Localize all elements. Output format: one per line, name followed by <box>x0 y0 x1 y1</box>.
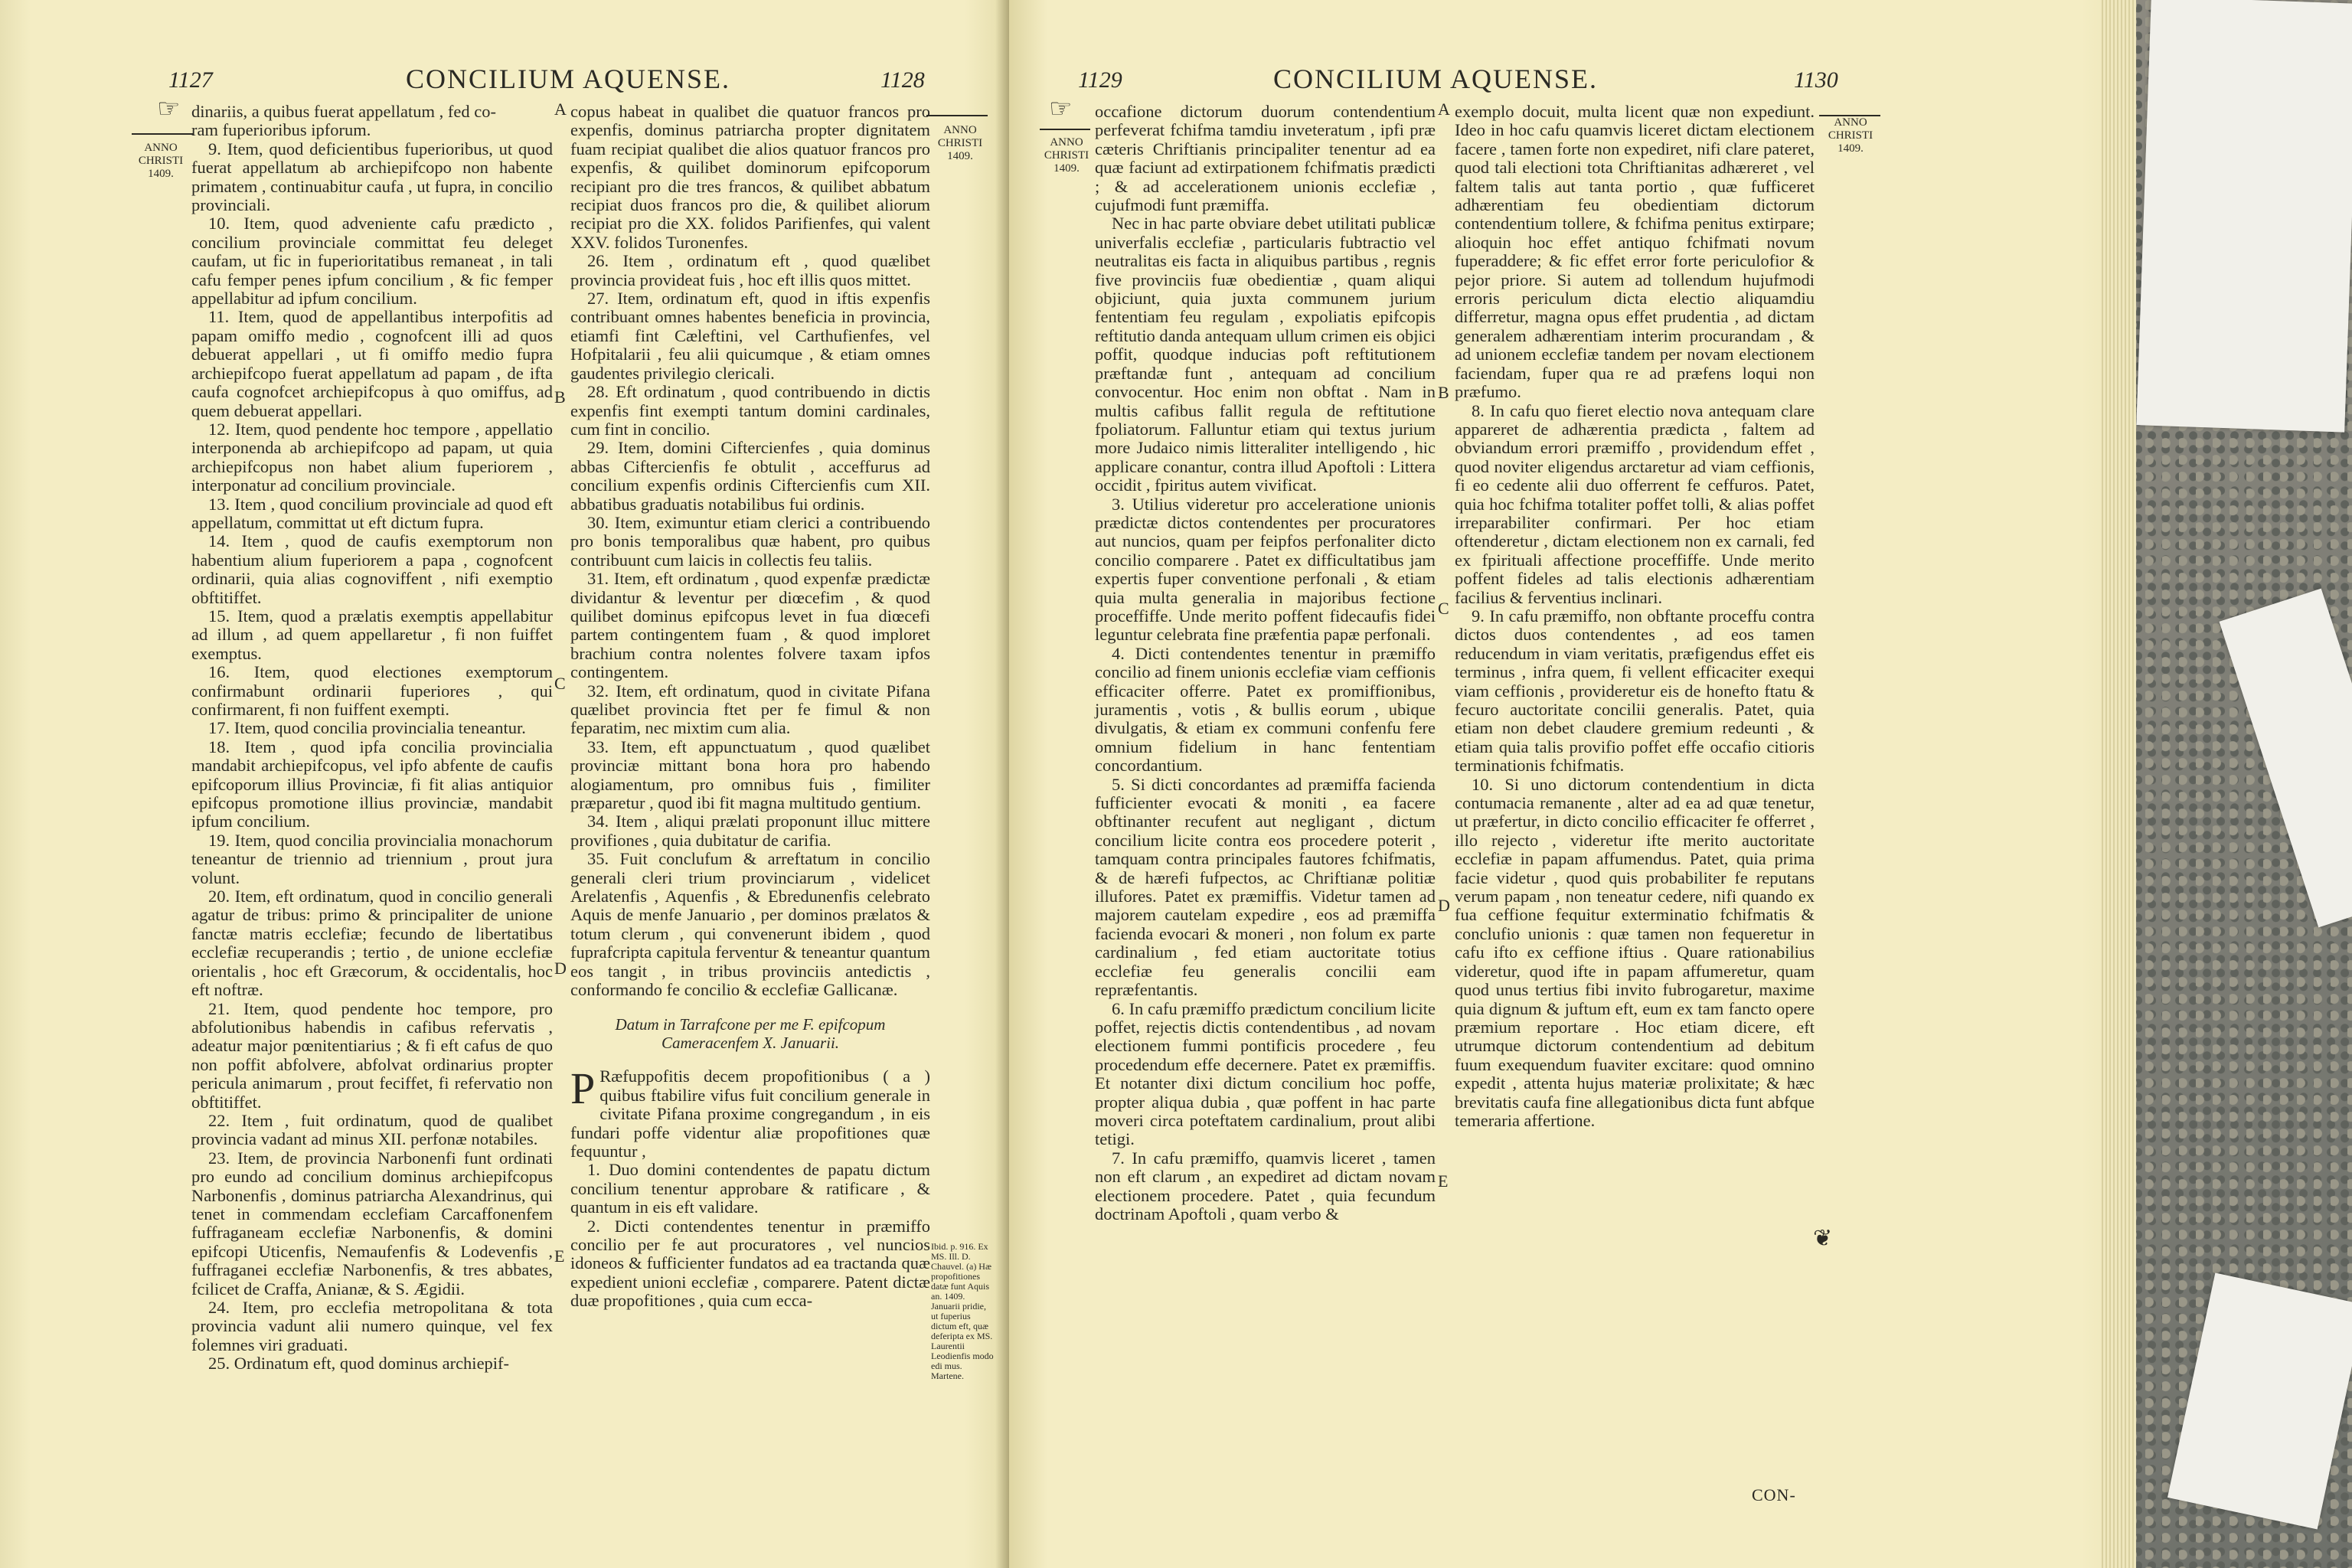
anno-christi-note-left <box>134 142 188 181</box>
anno-label: ANNO <box>1050 136 1083 149</box>
paragraph: 24. Item, pro ecclefia metropolitana & tota provincia vadunt alii numero quinque, vel fex folemnes viri graduati. <box>191 1298 553 1354</box>
anno-christi-note-right <box>1822 116 1879 155</box>
paragraph: 12. Item, quod pendente hoc tempore , appellatio interponenda ab archiepifcopo ad papam, ut quia archiepifcopus non habet alium fuperiorem , interponatur ad concilium provinciale. <box>191 419 553 495</box>
left-page <box>0 0 1009 1568</box>
paragraph: 16. Item, quod electiones exemptorum confirmabunt ordinarii fuperiores , qui confirmarent, fi non fuiffent exempti. <box>191 662 553 719</box>
paragraph: 9. Item, quod deficientibus fuperioribus, ut quod fuerat appellatum ab archiepifcopo non habente primatem , continuabitur caufa , ut fupra, in concilio provinciali. <box>191 139 553 215</box>
paragraph: 17. Item, quod concilia provincialia teneantur. <box>208 718 526 738</box>
paragraph: 33. Item, eft appunctuatum , quod quælibet provinciæ mittant bona hora pro habendo alogiamentum, pro omnibus fuis , fimiliter præparetur , quod ibi fit magna multitudo gentium. <box>570 737 930 813</box>
left-page-column-2 <box>570 103 930 1311</box>
pointing-hand-icon: ☞ <box>1049 95 1073 123</box>
section-letter-c: C <box>1438 599 1449 618</box>
margin-rule-left <box>1040 129 1090 130</box>
paragraph: 11. Item, quod de appellantibus interpofitis ad papam omiffo medio , cognofcent illi ad quos debuerat appellari , ut fi omiffo medio fupra archiepifcopo fuerat appellatum ad papam , de ifta caufa cognofcet archiepifcopus à quo omiffus, ad quem debuerat appellari. <box>191 307 553 420</box>
paragraph: copus habeat in qualibet die quatuor francos pro expenfis, dominus patriarcha propter dignitatem fuam recipiat qualibet die alios quatuor francos pro expenfis, & quilibet dominorum epifcoporum recipiant pro die tres francos, & quilibet abbatum recipiat duos francos pro die, & quilibet aliorum recipiat pro die XX. folidos Parifienfes, qui valent XXV. folidos Turonenfes. <box>570 102 930 252</box>
anno-label: ANNO <box>943 124 977 136</box>
page-edges <box>2102 0 2136 1568</box>
section-letter-a: A <box>554 100 567 119</box>
paragraph: 26. Item , ordinatum eft , quod quælibet provincia provideat fuis , hoc eft illis quos mittet. <box>570 251 930 289</box>
paragraph-text: Ræfuppofitis decem propofitionibus ( a ) quibus ftabilire vifus fuit concilium generale in civitate Pifana proxime congregandum , in eis fundari poffe videntur aliæ propofitiones quæ fequuntur , <box>570 1067 930 1161</box>
section-letter-b: B <box>1438 383 1449 402</box>
paragraph: 3. Utilius videretur pro acceleratione unionis prædictæ dictos contendentes per procuratores aut nuncios, quam per feipfos perfonaliter dicto concilio comparere . Patet ex difficultatibus jam expertis fuper conventione perfonali , & etiam quia multa generalia in majoribus fectione proceffiffe. Unde merito poffent fidecaufis fidei leguntur celebrata fine præfentia papæ perfonali. <box>1095 494 1436 645</box>
section-letter-a: A <box>1438 100 1450 119</box>
section-letter-c: C <box>554 674 566 693</box>
paragraph: 2. Dicti contendentes tenentur in præmiffo concilio per fe aut procuratores , vel nuncios idoneos & fufficienter fundatos ad ea tractanda quæ expedient unioni ecclefiæ , comparere. Patent dictæ duæ propofitiones , quia cum ecca- <box>570 1216 930 1311</box>
anno-label: ANNO <box>1834 116 1867 129</box>
right-page-column-1 <box>1095 103 1436 1223</box>
paragraph: 14. Item , quod de caufis exemptorum non habentium alium fuperiorem a papa , cognofcent ordinarii, quia alias cognoviffent , nifi exemptio obftitiffet. <box>191 531 553 607</box>
background-sheet-top <box>2136 0 2352 433</box>
paragraph: ram fuperioribus ipforum. <box>191 120 371 140</box>
year-label: 1409. <box>947 150 973 162</box>
right-page-number-2: 1130 <box>1794 67 1838 93</box>
christi-label: CHRISTI <box>138 155 184 167</box>
year-label: 1409. <box>1054 162 1080 175</box>
right-page-number-1: 1129 <box>1078 67 1122 93</box>
section-letter-b: B <box>554 387 566 407</box>
left-running-head: CONCILIUM AQUENSE. <box>406 64 731 94</box>
paragraph: 7. In cafu præmiffo, quamvis liceret , tamen non eft clarum , an expediret ad dictam novam electionem procedere. Patet , quia fecundum doctrinam Apoftoli , quam verbo & <box>1095 1148 1436 1223</box>
left-page-column-1 <box>191 103 553 1374</box>
paragraph: 34. Item , aliqui prælati proponunt illuc mittere provifiones , quia dubitatur de carifia. <box>570 812 930 850</box>
paragraph: 19. Item, quod concilia provincialia monachorum teneantur de triennio ad triennium , prout jura volunt. <box>191 830 553 887</box>
paragraph: 10. Item, quod adveniente cafu prædicto , concilium provinciale committat feu deleget caufam, ut fic in fuperioritatibus remaneat , in tali cafu femper penes ipfum concilium , & fic femper appellabitur ad ipfum concilium. <box>191 214 553 309</box>
paragraph: 22. Item , fuit ordinatum, quod de qualibet provincia vadant ad minus XII. perfonæ notabiles. <box>191 1110 553 1149</box>
catchword: CON- <box>1752 1485 1796 1504</box>
paragraph: 5. Si dicti concordantes ad præmiffa facienda fufficienter evocati & moniti , ea facere obftinanter recufent aut negligant , dictum concilium licite contra eos procedere poterit , tamquam contra principales fautores fchifmatis, & de hærefi fufpectos, ac Chriftianæ politiæ illufores. Patet ex præmiffis. Videtur tamen ad majorem cautelam expedire , eos ad præmiffa facienda evocari & moneri , non folum ex parte cardinalium , fed etiam auctoritate totius ecclefiæ feu generalis concilii eam repræfentantis. <box>1095 774 1436 1000</box>
paragraph: 29. Item, domini Ciftercienfes , quia dominus abbas Ciftercienfis fe obtulit , acceffurus ad concilium expenfis ordinis Ciftercienfis cum XII. abbatibus graduatis notabilibus fui ordinis. <box>570 438 930 514</box>
paragraph: 27. Item, ordinatum eft, quod in iftis expenfis contribuant omnes habentes beneficia in provincia, etiamfi fint Cæleftini, vel Carthufienfes, vel Hofpitalarii , feu alii quicumque , & etiam omnes gaudentes privilegio clericali. <box>570 289 930 383</box>
paragraph: exemplo docuit, multa licent quæ non expediunt. Ideo in hoc cafu quamvis liceret dictam electionem facere , tamen forte non expediret, nifi clare pateret, quod tali electioni tota Chriftianitas adhæreret , vel faltem talis aut tanta portio , quæ fufficeret adhærentiam feu obedientiam dictorum contendentium tollere, & fchifma penitus extirpare; alioquin hoc effet antiquo fchifmati novum fuperaddere; & fic effet error forte periculofior & pejor priore. Si autem ad tollendum hujufmodi erroris periculum dicta electio aliquamdiu differretur, magna opus effet prudentia , ad dictam generalem adhærentiam interim procurandam , & ad unionem ecclefiæ tandem per novam electionem faciendam, fuper qua re ad præfens loqui non præfumo. <box>1455 102 1815 402</box>
paragraph: 28. Eft ordinatum , quod contribuendo in dictis expenfis fint exempti tantum domini cardinales, cum fint in concilio. <box>570 382 930 439</box>
paragraph: occafione dictorum duorum contendentium perfeverat fchifma tamdiu inveteratum , ipfi præ cæteris Chriftianis principaliter tenentur ad ea quæ faciunt ad extirpationem fchifmatis prædicti ; & ad accelerationem unionis ecclefiæ , cujufmodi funt præmiffa. <box>1095 102 1436 215</box>
paragraph: 13. Item , quod concilium provinciale ad quod eft appellatum, committat ut eft dictum fupra. <box>191 494 553 532</box>
paragraph: 18. Item , quod ipfa concilia provincialia mandabit archiepifcopus, vel ipfo abfente de caufis epifcoporum illius Provinciæ, fi fit alias antiquior epifcopus promotione illius provinciæ, mandabit ipfum concilium. <box>191 737 553 831</box>
margin-rule-left <box>132 133 193 135</box>
drop-cap: P <box>570 1063 596 1114</box>
anno-christi-note-right <box>933 124 988 163</box>
right-running-head: CONCILIUM AQUENSE. <box>1273 64 1599 94</box>
side-note: Ibid. p. 916. Ex MS. Ill. D. Chauvel. (a) Hæ propofitiones datæ funt Aquis an. 1409. Januarii pridie, ut fuperius dictum eft, quæ deferipta ex MS. Laurentii Leodienfis modo edi mus. Martene. <box>931 1241 994 1381</box>
paragraph: 4. Dicti contendentes tenentur in præmiffo concilio ad finem unionis ecclefiæ viam ceffionis efficaciter offerre. Patet ex promiffionibus, juramentis , votis , & bullis eorum , ubique divulgatis, & etiam ex communi confenfu fere omnium fidelium in hanc fententiam concordantium. <box>1095 643 1436 776</box>
paragraph: Nec in hac parte obviare debet utilitati publicæ univerfalis ecclefiæ , particularis fubtractio vel neutralitas eis facta in aliquibus partibus , regnis five provinciis fuæ obedientiæ , quam aliqui objiciunt, quia juxta communem jurium fententiam feu regulam , expoliatis epifcopis reftitutio danda antequam ullum crimen eis objici poffit, quodque inducias poft reftitutionem præftandæ funt , antequam ad concilium convocentur. Hoc enim non obftat . Nam in multis cafibus fallit regula de reftitutione fpoliatorum. Falluntur etiam qui textus jurium more Judaico nimis litteraliter intelligendo , hic applicare conantur, contra illud Apoftoli : Littera occidit , fpiritus autem vivificat. <box>1095 214 1436 495</box>
paragraph: 6. In cafu præmiffo prædictum concilium licite poffet, rejectis dictis contendentibus , ad novam electionem fummi pontificis procedere , feu procedendum effe decernere. Patet ex præmiffis. Et notanter dixi dictum concilium hoc poffe, propter aliqua dubia , quæ poffent in hac parte moveri circa poteftatem cardinalium, prout alibi tetigi. <box>1095 998 1436 1149</box>
section-letter-e: E <box>1438 1171 1449 1191</box>
paragraph: dinariis, a quibus fuerat appellatum , fed co- <box>191 102 496 121</box>
section-letter-d: D <box>1438 896 1450 915</box>
paragraph: 8. In cafu quo fieret electio nova antequam clare appareret de adhærentia prædicta , faltem ad obviandum errori præmiffo , providendum effet , quod noviter eligendus arctaretur ad viam ceffionis, fi eo cedente alii duo offerrent fe ceffuros. Patet, quia hoc fchifma totaliter poffet tolli, & alias poffet irreparabiliter confirmari. Per hoc etiam oftenderetur , dictam electionem non ex carnali, fed ex fpirituali affectione proceffiffe. Unde merito poffent fideles ad talis electionis adhærentiam facilius & ferventius inclinari. <box>1455 400 1815 607</box>
right-page <box>1009 0 2128 1568</box>
left-page-number-2: 1128 <box>880 67 925 93</box>
year-label: 1409. <box>148 168 174 180</box>
section-letter-e: E <box>554 1246 565 1266</box>
paragraph-with-dropcap <box>570 1063 930 1161</box>
section-letter-d: D <box>554 959 567 978</box>
left-page-number-1: 1127 <box>168 67 213 93</box>
christi-label: CHRISTI <box>1828 129 1873 142</box>
paragraph: 9. In cafu præmiffo, non obftante proceffu contra dictos duos contendentes , ad eos tamen reducendum in viam veritatis, præfigendus effet eis terminus , infra quem, fi vellent efficaciter exequi viam ceffionis , provideretur eis de honefto ftatu & fecuro auctoritate concilii generalis. Patet, quia etiam non debet claudere gremium redeunti , & etiam quia talis provifio poffet effe occafio citioris terminationis fchifmatis. <box>1455 606 1815 776</box>
year-label: 1409. <box>1838 142 1864 155</box>
paragraph: 23. Item, de provincia Narbonenfi funt ordinati pro eundo ad concilium dominus archiepifcopus Narbonenfis , dominus patriarcha Alexandrinus, qui tenet in commendam ecclefiam Carcaffonenfem fuffraganeam ecclefiæ Narbonenfis, & domini epifcopi Uticenfis, Nemaufenfis & Lodevenfis , fuffraganei ecclefiæ Narbonenfis, & tres abbates, fcilicet de Craffa, Anianæ, & S. Ægidii. <box>191 1148 553 1298</box>
paragraph: 31. Item, eft ordinatum , quod expenfæ prædictæ dividantur & leventur per diœcefim , & quod quilibet dominus epifcopus levet in fua diœcefi partem contingentem fuam , & quod imploret brachium contra nolentes folvere taxam ipfos contingentem. <box>570 569 930 682</box>
paragraph: 10. Si uno dictorum contendentium in dicta contumacia remanente , alter ad ea ad quæ tenetur, ut præfertur, in dicto concilio efficaciter fe offerret , illo rejecto , videretur ifte merito auctoritate ecclefiæ in papam affumendus. Patet, quia prima facie videtur , quod quis probabiliter fe reputans verum papam , non teneatur cedere, nifi quando ex fua ceffione fequitur exterminatio fchifmatis & conclufio unionis : quæ tamen non fequeretur in cafu ifto ex ceffione iftius . Quare rationabilius videretur, quod ifte in papam affumeretur, quam quod unus tertius fibi invito fubrogaretur, maxime quia dignum & juftum eft, eum ex tam fancto opere præmium reportare . Hoc etiam dicere, eft utrumque dictorum contendentium ad debitum fuum exequendum fuaviter excitare: quod omnino expedit , attenta hujus materiæ prolixitate; & hæc brevitatis caufa fine allegationibus dicta funt abfque temeraria affertione. <box>1455 774 1815 1130</box>
paragraph: 35. Fuit conclufum & arreftatum in concilio generali cleri trium provinciarum , videlicet Arelatenfis , Aquenfis , & Ebredunenfis celebrato Aquis de menfe Januario , per dominos prælatos & totum clerum , qui convenerunt ibidem , quod fuprafcripta capitula ferventur & teneantur quantum eos tangit , in tribus provinciis antedictis , conformando fe concilio & ecclefiæ Gallicanæ. <box>570 849 930 1000</box>
paragraph: 32. Item, eft ordinatum, quod in civitate Pifana quælibet provincia ftet per fe fimul & non feparatim, nec mixtim cum alia. <box>570 681 930 738</box>
paragraph: 21. Item, quod pendente hoc tempore, pro abfolutionibus habendis in cafibus refervatis , adeatur major pœnitentiarius ; & fi eft cafus de quo non poffit abfolvere, abfolvat ordinarius propter pericula animarum , prout feciffet, fi refervatio non obftitiffet. <box>191 998 553 1112</box>
paragraph: 30. Item, eximuntur etiam clerici a contribuendo pro bonis temporalibus quæ habent, pro quibus contribuunt cum laicis in collectis feu taliis. <box>570 512 930 570</box>
christi-label: CHRISTI <box>937 137 983 149</box>
paragraph: 15. Item, quod a prælatis exemptis appellabitur ad illum , ad quem appellaretur , fi non fuiffet exemptus. <box>191 606 553 663</box>
anno-christi-note-left <box>1041 136 1092 175</box>
paragraph: 20. Item, eft ordinatum, quod in concilio generali agatur de tribus: primo & principaliter de unione fanctæ matris ecclefiæ; fecundo de libertatibus ecclefiæ recuperandis ; tertio , de unione ecclefiæ orientalis , hoc eft Græcorum, & occidentalis, hoc eft noftræ. <box>191 887 553 1000</box>
right-page-column-2 <box>1455 103 1815 1130</box>
paragraph: 1. Duo domini contendentes de papatu dictum concilium tenentur approbare & ratificare , & quantum in eis eft validare. <box>570 1160 930 1217</box>
paragraph: 25. Ordinatum eft, quod dominus archiepif- <box>208 1354 510 1374</box>
tailpiece-ornament-icon: ❦ <box>1813 1226 1833 1251</box>
anno-label: ANNO <box>144 142 178 154</box>
pointing-hand-icon: ☞ <box>157 95 181 123</box>
christi-label: CHRISTI <box>1044 149 1089 162</box>
dateline: Datum in Tarrafcone per me F. epifcopum Cameracenfem X. Januarii. <box>615 1014 886 1052</box>
margin-rule-right <box>926 115 988 116</box>
